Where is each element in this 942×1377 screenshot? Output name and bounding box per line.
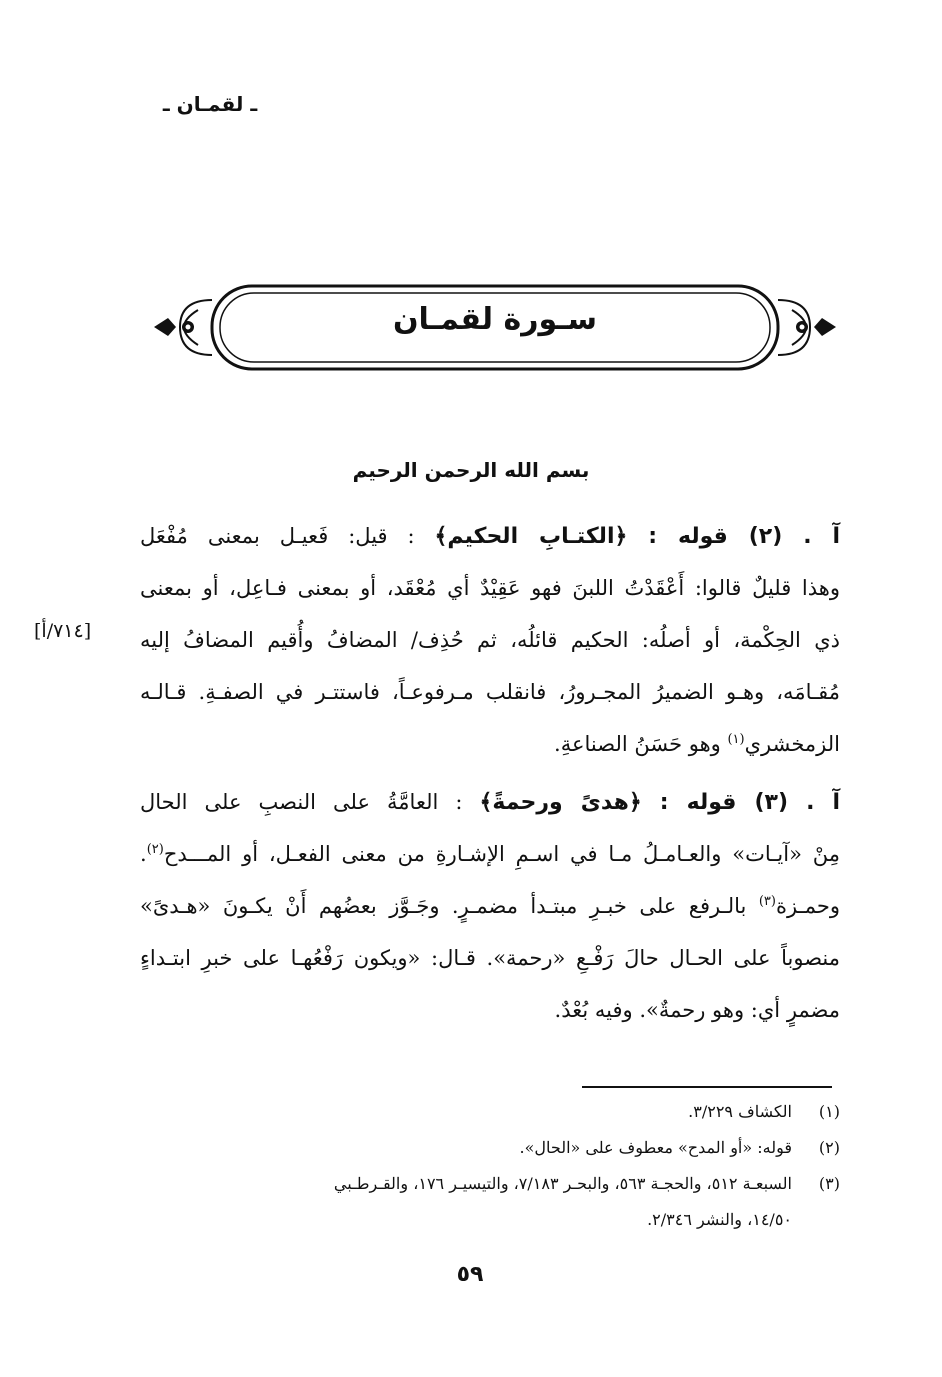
text-span: . — [140, 842, 147, 866]
text-line — [140, 718, 840, 770]
footnote-text: ١٤/٥٠، والنشر ٢/٣٤٦. — [647, 1210, 792, 1229]
text-line — [140, 510, 840, 562]
footnote — [140, 1166, 840, 1202]
footnote-text: الكشاف ٣/٢٢٩. — [688, 1102, 792, 1121]
surah-title-frame — [150, 280, 840, 375]
text-span: وهو حَسَنُ الصناعةِ. — [554, 732, 728, 756]
text-line: مضمرٍ أي: وهو رحمةٌ». وفيه بُعْدٌ. — [554, 998, 840, 1022]
text-span: : العامَّةُ على النصبِ على الحال — [140, 790, 480, 814]
text-span: الزمخشري — [744, 732, 840, 756]
surah-title: سـورة لقمـان — [392, 302, 598, 337]
text-span: : قيل: فَعيـل بمعنى مُفْعَل — [140, 524, 435, 548]
footnote-ref: (٣) — [758, 894, 776, 909]
footnote-continuation — [140, 1202, 840, 1238]
footnote — [140, 1094, 840, 1130]
footnote-divider — [582, 1086, 832, 1088]
basmala: بسم الله الرحمن الرحيم — [352, 458, 590, 482]
commentary-verse-2 — [140, 510, 840, 770]
text-line: منصوباً على الحـال حالَ رَفْـعِ «رحمة». قـال: «ويكون رَفْعُهـا على خبرِ ابتـداءٍ — [140, 946, 840, 970]
footnote-ref: (١) — [727, 732, 745, 747]
footnote-number: (٣) — [818, 1174, 840, 1193]
text-line: وهذا قليلٌ قالوا: أَعْقَدْتُ اللبنَ فهو عَقِيْدٌ أي مُعْقَد، أو بمعنى فـاعِل، أو بمعنى — [140, 576, 840, 600]
commentary-verse-3 — [140, 776, 840, 1036]
footnotes — [140, 1094, 840, 1238]
text-span: مِنْ «آيـات» والعـامـلُ مـا في اسـمِ الإشـارةِ من معنى الفعـل، أو المـــدح — [163, 842, 840, 866]
text-span: بالـرفع على خبـرِ مبتـدأ مضمـرٍ. وجَـوَّز بعضُهم أَنْ يكـونَ «هـدىً» — [140, 894, 759, 918]
page-number: ٥٩ — [456, 1262, 484, 1287]
text-line — [140, 828, 840, 880]
footnote — [140, 1130, 840, 1166]
text-line — [140, 776, 840, 828]
footnote-number: (١) — [818, 1102, 840, 1121]
text-line: ذي الحِكْمة، أو أصلُه: الحكيم قائلُه، ثم حُذِف/ المضافُ وأُقيم المضافُ إليه — [140, 628, 840, 652]
footnote-text: السبعـة ٥١٢، والحجـة ٥٦٣، والبحـر ٧/١٨٣، والتيسيـر ١٧٦، والقـرطـبي — [333, 1174, 792, 1193]
footnote-number: (٢) — [818, 1138, 840, 1157]
verse-heading: آ . (٢) قوله : ﴿الكتـابِ الحكيم﴾ — [434, 524, 841, 549]
text-span: وحمـزة — [775, 894, 840, 918]
footnote-ref: (٢) — [146, 842, 164, 857]
verse-heading: آ . (٣) قوله : ﴿هدىً ورحمةً﴾ — [479, 790, 841, 815]
text-line — [140, 880, 840, 932]
running-head: ـ لقمـان ـ — [162, 92, 258, 116]
footnote-text: قوله: «أو المدح» معطوف على «الحال». — [519, 1138, 792, 1157]
text-line: مُقـامَه، وهـو الضميرُ المجـرورُ، فانقلب مـرفوعـاً، فاستتـر في الصفـةِ. قـالـه — [140, 680, 840, 704]
manuscript-folio-marker: [٧١٤/أ] — [34, 620, 92, 642]
